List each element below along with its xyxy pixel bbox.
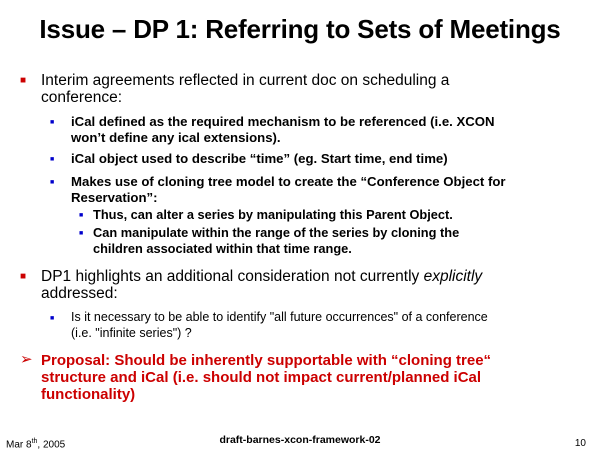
bullet-text: DP1 highlights an additional consideration not currently explicitly addressed: — [41, 268, 483, 302]
footer-draft-name: draft-barnes-xcon-framework-02 — [219, 434, 381, 446]
subbullet-text: Makes use of cloning tree model to create the “Conference Object for Reservation”: — [71, 174, 506, 205]
red-arrow-bullet-icon: ➢ — [20, 351, 33, 368]
footer-date: Mar 8th, 2005 — [6, 438, 66, 450]
blue-square-bullet-icon: ■ — [79, 230, 84, 237]
blue-square-bullet-icon: ■ — [79, 212, 84, 219]
blue-square-bullet-icon: ■ — [50, 119, 55, 126]
slide-title: Issue – DP 1: Referring to Sets of Meetings — [39, 14, 561, 44]
bullet-text: Interim agreements reflected in current doc on scheduling a conference: — [41, 72, 450, 106]
subbullet-text: Is it necessary to be able to identify "all future occurrences" of a conference (i.e. "infinite series") ? — [71, 310, 488, 340]
proposal-text: Proposal: Should be inherently supportable with “cloning tree“ structure and iCal (i.e. should not impact current/planned iCal functionality) — [41, 352, 492, 403]
red-square-bullet-icon: ■ — [20, 75, 27, 86]
footer-page-number: 10 — [574, 438, 586, 449]
subbullet-text: iCal defined as the required mechanism to be referenced (i.e. XCON won’t define any ical extensions). — [71, 114, 495, 145]
blue-square-bullet-icon: ■ — [50, 315, 55, 322]
subsubbullet-text: Can manipulate within the range of the series by cloning the children associated within that time range. — [93, 225, 460, 256]
subsubbullet-text: Thus, can alter a series by manipulating this Parent Object. — [93, 207, 453, 222]
red-square-bullet-icon: ■ — [20, 271, 27, 282]
subbullet-text: iCal object used to describe “time” (eg. Start time, end time) — [71, 151, 448, 166]
blue-square-bullet-icon: ■ — [50, 156, 55, 163]
blue-square-bullet-icon: ■ — [50, 179, 55, 186]
